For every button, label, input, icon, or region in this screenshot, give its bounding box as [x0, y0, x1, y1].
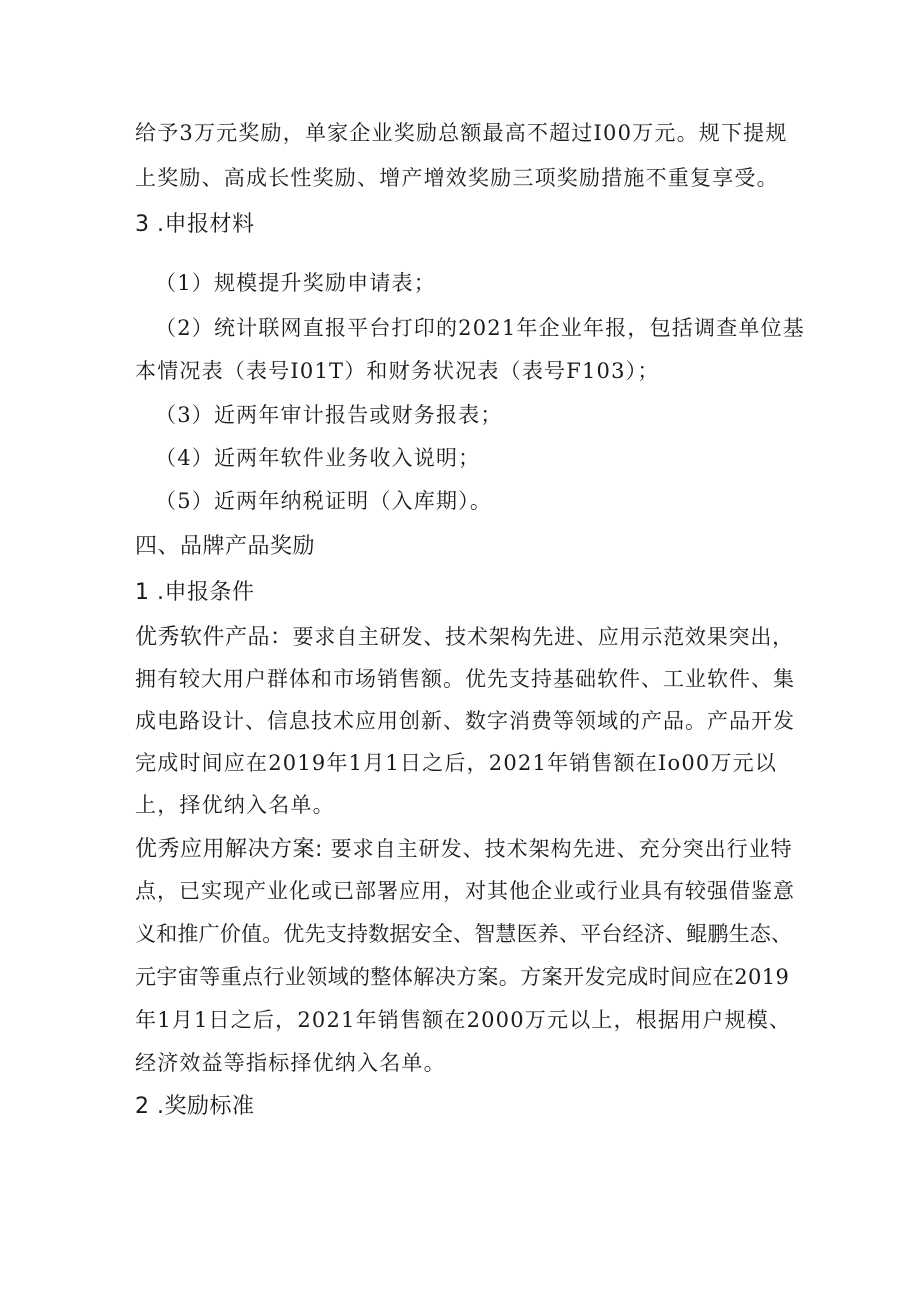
list-item-continuation: 本情况表（表号I01T）和财务状况表（表号F103）；	[135, 359, 660, 383]
paragraph-line: 成电路设计、信息技术应用创新、数字消费等领域的产品。产品开发	[135, 709, 795, 733]
paragraph-line: 上奖励、高成长性奖励、增产增效奖励三项奖励措施不重复享受。	[135, 166, 779, 190]
list-item: （1）规模提升奖励申请表；	[155, 271, 436, 295]
paragraph-line: 点，已实现产业化或已部署应用，对其他企业或行业具有较强借鉴意	[135, 879, 795, 903]
paragraph-text: 要求自主研发、技术架构先进、应用示范效果突出，	[292, 625, 794, 649]
inline-heading-solution: 优秀应用解决方案:	[135, 837, 323, 862]
list-item: （3）近两年审计报告或财务报表；	[155, 403, 503, 427]
paragraph-line: 拥有较大用户群体和市场销售额。优先支持基础软件、工业软件、集	[135, 667, 795, 691]
paragraph-line: 完成时间应在2019年1月1日之后，2021年销售额在Io00万元以	[135, 751, 778, 775]
paragraph-line: 年1月1日之后，2021年销售额在2000万元以上，根据用户规模、	[135, 1008, 792, 1032]
list-item: （2）统计联网直报平台打印的2021年企业年报，包括调查单位基	[155, 316, 806, 340]
list-item: （4）近两年软件业务收入说明；	[155, 446, 481, 470]
paragraph-line	[135, 834, 795, 865]
paragraph-text: 要求自主研发、技术架构先进、充分突出行业特	[322, 837, 793, 861]
paragraph-line: 经济效益等指标择优纳入名单。	[135, 1051, 446, 1075]
section-heading-materials: 3 .申报材料	[135, 212, 255, 237]
inline-heading-software-product: 优秀软件产品：	[135, 625, 293, 650]
sub-heading-conditions: 1 .申报条件	[135, 580, 255, 605]
part-heading-brand-products: 四、品牌产品奖励	[135, 534, 316, 559]
paragraph-line: 元宇宙等重点行业领域的整体解决方案。方案开发完成时间应在2019	[135, 965, 790, 989]
paragraph-line: 义和推广价值。优先支持数据安全、智慧医养、平台经济、鲲鹏生态、	[135, 922, 793, 946]
paragraph-line: 上，择优纳入名单。	[135, 793, 335, 817]
paragraph-line: 给予3万元奖励，单家企业奖励总额最高不超过I00万元。规下提规	[135, 121, 788, 145]
sub-heading-reward-standard: 2 .奖励标准	[135, 1094, 255, 1119]
paragraph-line	[135, 622, 795, 653]
list-item: （5）近两年纳税证明（入库期）。	[155, 489, 493, 513]
